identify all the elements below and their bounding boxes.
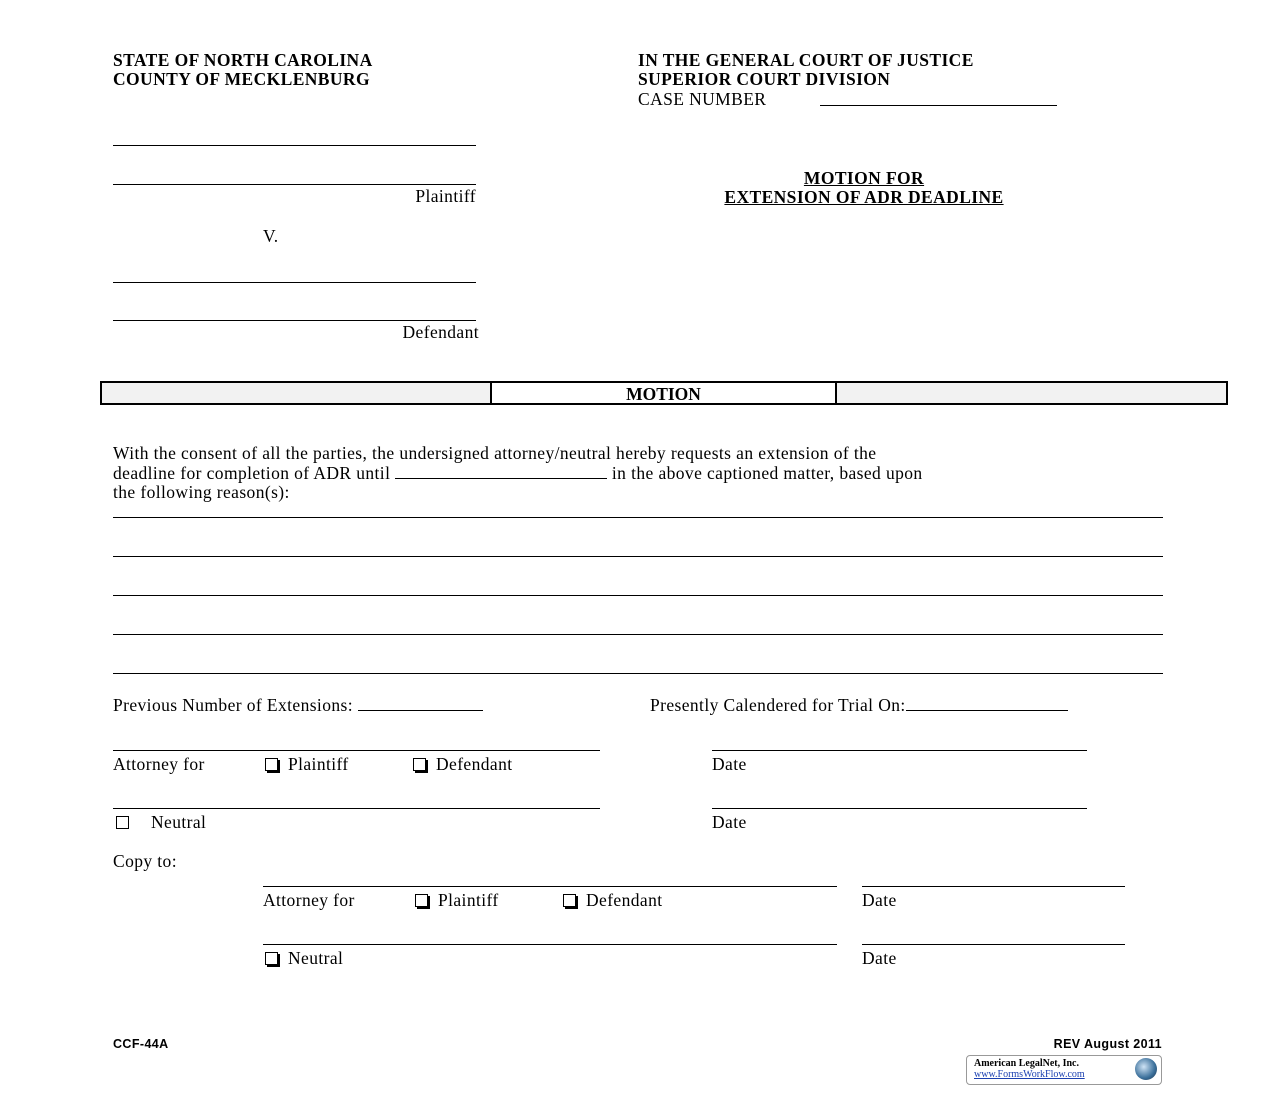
division-heading: SUPERIOR COURT DIVISION bbox=[638, 69, 891, 89]
previous-extensions-field[interactable] bbox=[358, 696, 483, 711]
logo-url[interactable]: www.FormsWorkFlow.com bbox=[974, 1069, 1085, 1080]
title-line-2: EXTENSION OF ADR DEADLINE bbox=[724, 187, 1004, 207]
reason-line[interactable] bbox=[113, 673, 1163, 674]
case-number-field[interactable] bbox=[820, 105, 1057, 106]
reason-line[interactable] bbox=[113, 595, 1163, 596]
section-bar-right bbox=[835, 381, 1228, 405]
copy-neutral-checkbox-label: Neutral bbox=[288, 948, 344, 968]
plaintiff-checkbox-label: Plaintiff bbox=[288, 754, 349, 774]
date-label: Date bbox=[862, 890, 897, 910]
plaintiff-label: Plaintiff bbox=[415, 186, 476, 206]
body-line-2b: in the above captioned matter, based upon bbox=[611, 463, 923, 483]
reason-line[interactable] bbox=[113, 517, 1163, 518]
globe-icon bbox=[1135, 1058, 1157, 1080]
body-line-3: the following reason(s): bbox=[113, 482, 290, 502]
neutral-signature-line[interactable] bbox=[113, 808, 600, 809]
copy-attorney-signature-line[interactable] bbox=[263, 886, 837, 887]
plaintiff-checkbox[interactable] bbox=[265, 754, 349, 774]
defendant-checkbox-label: Defendant bbox=[436, 754, 513, 774]
checkbox-icon bbox=[563, 894, 576, 907]
attorney-signature-line[interactable] bbox=[113, 750, 600, 751]
trial-date-field[interactable] bbox=[906, 696, 1068, 711]
neutral-checkbox-label: Neutral bbox=[151, 812, 207, 832]
attorney-for-label: Attorney for bbox=[113, 754, 205, 774]
copy-neutral-signature-line[interactable] bbox=[263, 944, 837, 945]
neutral-date-line[interactable] bbox=[712, 808, 1087, 809]
form-id: CCF-44A bbox=[113, 1037, 169, 1051]
publisher-logo[interactable] bbox=[966, 1055, 1162, 1085]
copy-defendant-checkbox-label: Defendant bbox=[586, 890, 663, 910]
checkbox-icon bbox=[116, 816, 129, 829]
versus-label: V. bbox=[263, 226, 279, 246]
trial-date-label: Presently Calendered for Trial On: bbox=[650, 695, 906, 715]
previous-extensions-label: Previous Number of Extensions: bbox=[113, 695, 353, 715]
county-heading: COUNTY OF MECKLENBURG bbox=[113, 69, 370, 89]
defendant-name-line-1[interactable] bbox=[113, 282, 476, 283]
logo-name: American LegalNet, Inc. bbox=[974, 1058, 1079, 1069]
copy-plaintiff-checkbox-label: Plaintiff bbox=[438, 890, 499, 910]
checkbox-icon bbox=[415, 894, 428, 907]
copy-to-label: Copy to: bbox=[113, 851, 177, 871]
section-bar-left bbox=[100, 381, 492, 405]
body-line-2a: deadline for completion of ADR until bbox=[113, 463, 391, 483]
defendant-label: Defendant bbox=[402, 322, 479, 342]
copy-attorney-for-label: Attorney for bbox=[263, 890, 355, 910]
date-label: Date bbox=[862, 948, 897, 968]
attorney-date-line[interactable] bbox=[712, 750, 1087, 751]
defendant-name-line-2[interactable] bbox=[113, 320, 476, 321]
reason-line[interactable] bbox=[113, 556, 1163, 557]
neutral-checkbox[interactable] bbox=[116, 812, 206, 832]
date-label: Date bbox=[712, 754, 747, 774]
plaintiff-name-line-1[interactable] bbox=[113, 145, 476, 146]
checkbox-icon bbox=[265, 952, 278, 965]
reason-line[interactable] bbox=[113, 634, 1163, 635]
case-number-label: CASE NUMBER bbox=[638, 89, 767, 109]
plaintiff-name-line-2[interactable] bbox=[113, 184, 476, 185]
adr-deadline-field[interactable] bbox=[395, 464, 607, 479]
body-line-1: With the consent of all the parties, the undersigned attorney/neutral hereby requests an extension of the bbox=[113, 443, 877, 463]
copy-neutral-checkbox[interactable] bbox=[265, 948, 343, 968]
state-heading: STATE OF NORTH CAROLINA bbox=[113, 50, 373, 70]
copy-defendant-checkbox[interactable] bbox=[563, 890, 662, 910]
court-heading: IN THE GENERAL COURT OF JUSTICE bbox=[638, 50, 974, 70]
copy-plaintiff-checkbox[interactable] bbox=[415, 890, 499, 910]
copy-neutral-date-line[interactable] bbox=[862, 944, 1125, 945]
defendant-checkbox[interactable] bbox=[413, 754, 512, 774]
checkbox-icon bbox=[413, 758, 426, 771]
date-label: Date bbox=[712, 812, 747, 832]
title-line-1: MOTION FOR bbox=[803, 168, 925, 188]
revision-label: REV August 2011 bbox=[1053, 1037, 1162, 1051]
checkbox-icon bbox=[265, 758, 278, 771]
copy-attorney-date-line[interactable] bbox=[862, 886, 1125, 887]
section-title: MOTION bbox=[490, 381, 837, 405]
